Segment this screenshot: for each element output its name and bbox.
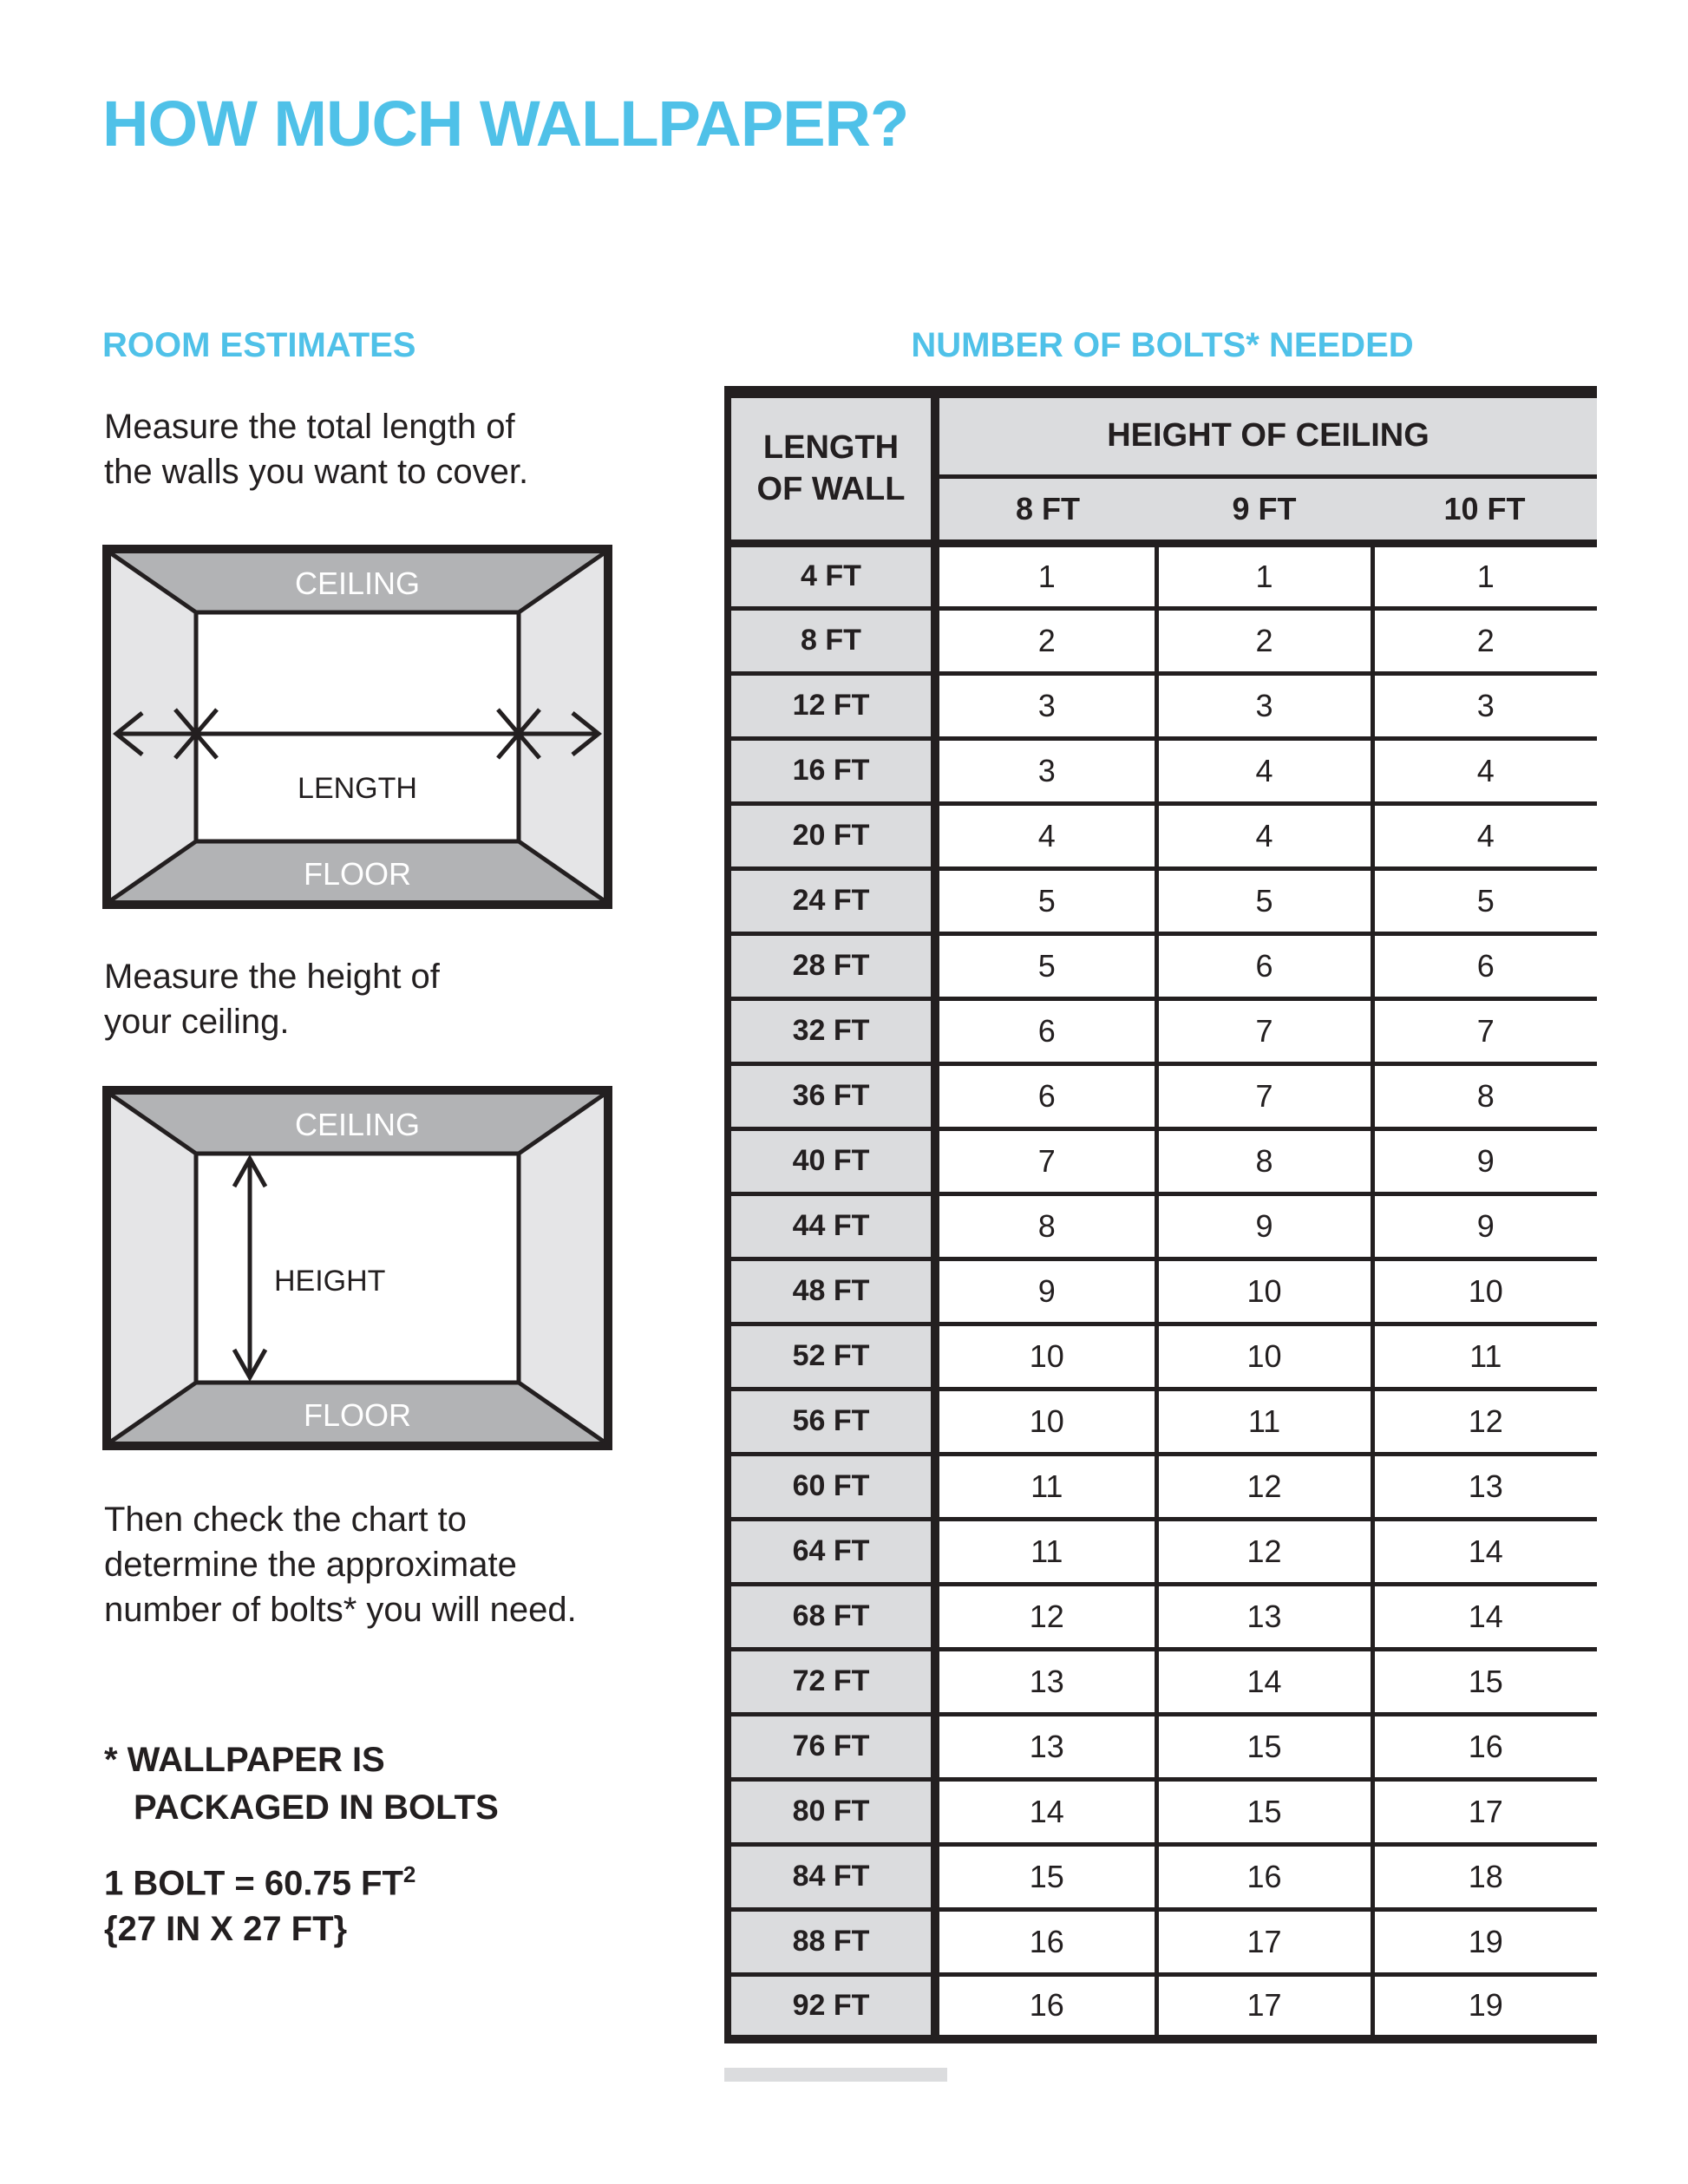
table-row (728, 1389, 1597, 1454)
bolt-count-cell: 11 (1156, 1389, 1372, 1454)
paragraph-line: Measure the height of (104, 958, 440, 996)
row-label: 8 FT (728, 608, 935, 673)
bolt-count-cell: 4 (935, 803, 1156, 868)
row-label: 36 FT (728, 1063, 935, 1128)
bolt-count-cell: 8 (935, 1193, 1156, 1259)
bolt-count-cell: 17 (1372, 1779, 1597, 1844)
table-row (728, 1779, 1597, 1844)
table-row (728, 1649, 1597, 1714)
bolt-count-cell: 10 (935, 1389, 1156, 1454)
row-label: 48 FT (728, 1259, 935, 1324)
bolt-count-cell: 4 (1372, 738, 1597, 803)
bolt-count-cell: 9 (1372, 1128, 1597, 1193)
bolt-count-cell: 11 (1372, 1324, 1597, 1389)
table-row (728, 738, 1597, 803)
room-height-diagram (102, 1086, 612, 1450)
bolt-count-cell: 16 (935, 1909, 1156, 1974)
column-header-9ft: 9 FT (1156, 476, 1372, 543)
bolt-count-cell: 6 (1156, 933, 1372, 998)
table-row (728, 1259, 1597, 1324)
floor-label: FLOOR (303, 1397, 412, 1433)
table-group-header-row (728, 392, 1597, 476)
bolt-count-cell: 19 (1372, 1909, 1597, 1974)
row-label: 20 FT (728, 803, 935, 868)
paragraph-line: Then check the chart to (104, 1501, 468, 1539)
table-row (728, 1714, 1597, 1779)
paragraph-line: your ceiling. (104, 1003, 290, 1041)
row-label: 64 FT (728, 1519, 935, 1584)
bolt-count-cell: 5 (935, 868, 1156, 933)
bolt-count-cell: 12 (1156, 1519, 1372, 1584)
bolt-count-cell: 15 (1156, 1714, 1372, 1779)
bolt-count-cell: 16 (1156, 1844, 1372, 1909)
bolt-count-cell: 5 (1156, 868, 1372, 933)
length-of-wall-header (728, 392, 935, 543)
bolt-count-cell: 10 (1372, 1259, 1597, 1324)
table-row (728, 1584, 1597, 1649)
bolt-count-cell: 18 (1372, 1844, 1597, 1909)
bolt-count-cell: 17 (1156, 1909, 1372, 1974)
bolt-count-cell: 6 (1372, 933, 1597, 998)
bolt-count-cell: 17 (1156, 1974, 1372, 2039)
room-length-diagram (102, 545, 612, 909)
table-row (728, 1974, 1597, 2039)
table-row (728, 1519, 1597, 1584)
bolt-count-cell: 8 (1372, 1063, 1597, 1128)
bolt-count-cell: 3 (1156, 673, 1372, 738)
table-row (728, 673, 1597, 738)
room-height-illustration (102, 1086, 612, 1450)
bolt-count-cell: 1 (935, 543, 1156, 608)
instruction-measure-height (104, 954, 440, 1044)
row-label: 60 FT (728, 1454, 935, 1519)
table-row (728, 998, 1597, 1063)
room-length-illustration (102, 545, 612, 909)
row-label: 28 FT (728, 933, 935, 998)
row-label: 4 FT (728, 543, 935, 608)
bolt-count-cell: 15 (1156, 1779, 1372, 1844)
row-label: 40 FT (728, 1128, 935, 1193)
bolt-count-cell: 14 (1372, 1519, 1597, 1584)
table-row (728, 1063, 1597, 1128)
row-label: 44 FT (728, 1193, 935, 1259)
row-label: 16 FT (728, 738, 935, 803)
bolt-count-cell: 12 (1372, 1389, 1597, 1454)
bolt-count-cell: 7 (1372, 998, 1597, 1063)
corner-header-line: OF WALL (756, 471, 906, 508)
bolt-count-cell: 9 (935, 1259, 1156, 1324)
footnote-line: PACKAGED IN BOLTS (134, 1788, 499, 1827)
bolts-needed-table (724, 386, 1597, 2043)
table-row (728, 1324, 1597, 1389)
bolt-count-cell: 16 (935, 1974, 1156, 2039)
row-label: 68 FT (728, 1584, 935, 1649)
floor-label: FLOOR (303, 856, 412, 892)
table-row (728, 1844, 1597, 1909)
row-label: 88 FT (728, 1909, 935, 1974)
row-label: 12 FT (728, 673, 935, 738)
bolt-count-cell: 3 (935, 738, 1156, 803)
instruction-check-chart (104, 1497, 577, 1632)
bolt-count-cell: 10 (935, 1324, 1156, 1389)
table-row (728, 608, 1597, 673)
bolt-count-cell: 7 (1156, 998, 1372, 1063)
bolt-count-cell: 19 (1372, 1974, 1597, 2039)
table-row (728, 868, 1597, 933)
height-of-ceiling-header: HEIGHT OF CEILING (935, 392, 1597, 476)
ceiling-label: CEILING (294, 1107, 421, 1142)
bolt-count-cell: 14 (1372, 1584, 1597, 1649)
instruction-measure-length (104, 404, 528, 494)
bolt-count-cell: 7 (1156, 1063, 1372, 1128)
bolt-size-equation (104, 1861, 415, 1903)
bolt-count-cell: 7 (935, 1128, 1156, 1193)
height-label: HEIGHT (274, 1265, 386, 1298)
bolt-count-cell: 9 (1156, 1193, 1372, 1259)
bolt-count-cell: 6 (935, 998, 1156, 1063)
row-label: 72 FT (728, 1649, 935, 1714)
row-label: 56 FT (728, 1389, 935, 1454)
page-title: HOW MUCH WALLPAPER? (102, 88, 909, 160)
table-row (728, 543, 1597, 608)
bolt-count-cell: 3 (1372, 673, 1597, 738)
bolt-count-cell: 14 (935, 1779, 1156, 1844)
table-row (728, 1128, 1597, 1193)
bolt-count-cell: 13 (1372, 1454, 1597, 1519)
table-row (728, 933, 1597, 998)
bolts-needed-heading: NUMBER OF BOLTS* NEEDED (911, 326, 1414, 364)
table-row (728, 1909, 1597, 1974)
bolt-count-cell: 10 (1156, 1259, 1372, 1324)
bolts-table-body (728, 543, 1597, 2039)
bolt-count-cell: 4 (1156, 738, 1372, 803)
paragraph-line: the walls you want to cover. (104, 453, 529, 491)
row-label: 84 FT (728, 1844, 935, 1909)
row-label: 92 FT (728, 1974, 935, 2039)
row-label: 32 FT (728, 998, 935, 1063)
bolt-count-cell: 4 (1156, 803, 1372, 868)
bolt-count-cell: 1 (1372, 543, 1597, 608)
bolt-count-cell: 15 (935, 1844, 1156, 1909)
row-label: 24 FT (728, 868, 935, 933)
bolt-count-cell: 2 (1372, 608, 1597, 673)
bolt-equation-text: 1 BOLT = 60.75 FT (104, 1864, 403, 1903)
bolt-count-cell: 12 (1156, 1454, 1372, 1519)
bolt-count-cell: 13 (935, 1714, 1156, 1779)
bolt-count-cell: 8 (1156, 1128, 1372, 1193)
table-gray-stub (724, 2068, 947, 2082)
bolt-count-cell: 5 (1372, 868, 1597, 933)
bolt-count-cell: 13 (1156, 1584, 1372, 1649)
table-row (728, 1454, 1597, 1519)
bolt-count-cell: 9 (1372, 1193, 1597, 1259)
bolt-count-cell: 12 (935, 1584, 1156, 1649)
row-label: 52 FT (728, 1324, 935, 1389)
bolt-count-cell: 3 (935, 673, 1156, 738)
bolts-footnote (104, 1736, 499, 1832)
bolt-dimensions: {27 IN X 27 FT} (104, 1910, 348, 1948)
ceiling-label: CEILING (294, 566, 421, 601)
length-label: LENGTH (298, 772, 417, 805)
bolt-count-cell: 1 (1156, 543, 1372, 608)
column-header-10ft: 10 FT (1372, 476, 1597, 543)
bolt-count-cell: 14 (1156, 1649, 1372, 1714)
paragraph-line: number of bolts* you will need. (104, 1591, 577, 1629)
bolt-count-cell: 4 (1372, 803, 1597, 868)
bolt-count-cell: 13 (935, 1649, 1156, 1714)
bolt-count-cell: 5 (935, 933, 1156, 998)
room-estimates-heading: ROOM ESTIMATES (102, 326, 416, 364)
paragraph-line: Measure the total length of (104, 408, 515, 446)
row-label: 80 FT (728, 1779, 935, 1844)
back-wall-panel (196, 612, 519, 841)
column-header-8ft: 8 FT (935, 476, 1156, 543)
bolt-count-cell: 2 (935, 608, 1156, 673)
table-row (728, 803, 1597, 868)
bolt-count-cell: 2 (1156, 608, 1372, 673)
bolt-count-cell: 11 (935, 1454, 1156, 1519)
squared-superscript: 2 (402, 1861, 416, 1887)
bolt-count-cell: 11 (935, 1519, 1156, 1584)
bolt-count-cell: 10 (1156, 1324, 1372, 1389)
row-label: 76 FT (728, 1714, 935, 1779)
corner-header-line: LENGTH (762, 429, 900, 467)
bolt-count-cell: 16 (1372, 1714, 1597, 1779)
bolt-count-cell: 15 (1372, 1649, 1597, 1714)
table-row (728, 1193, 1597, 1259)
footnote-line: * WALLPAPER IS (104, 1741, 385, 1779)
paragraph-line: determine the approximate (104, 1546, 517, 1584)
bolt-count-cell: 6 (935, 1063, 1156, 1128)
